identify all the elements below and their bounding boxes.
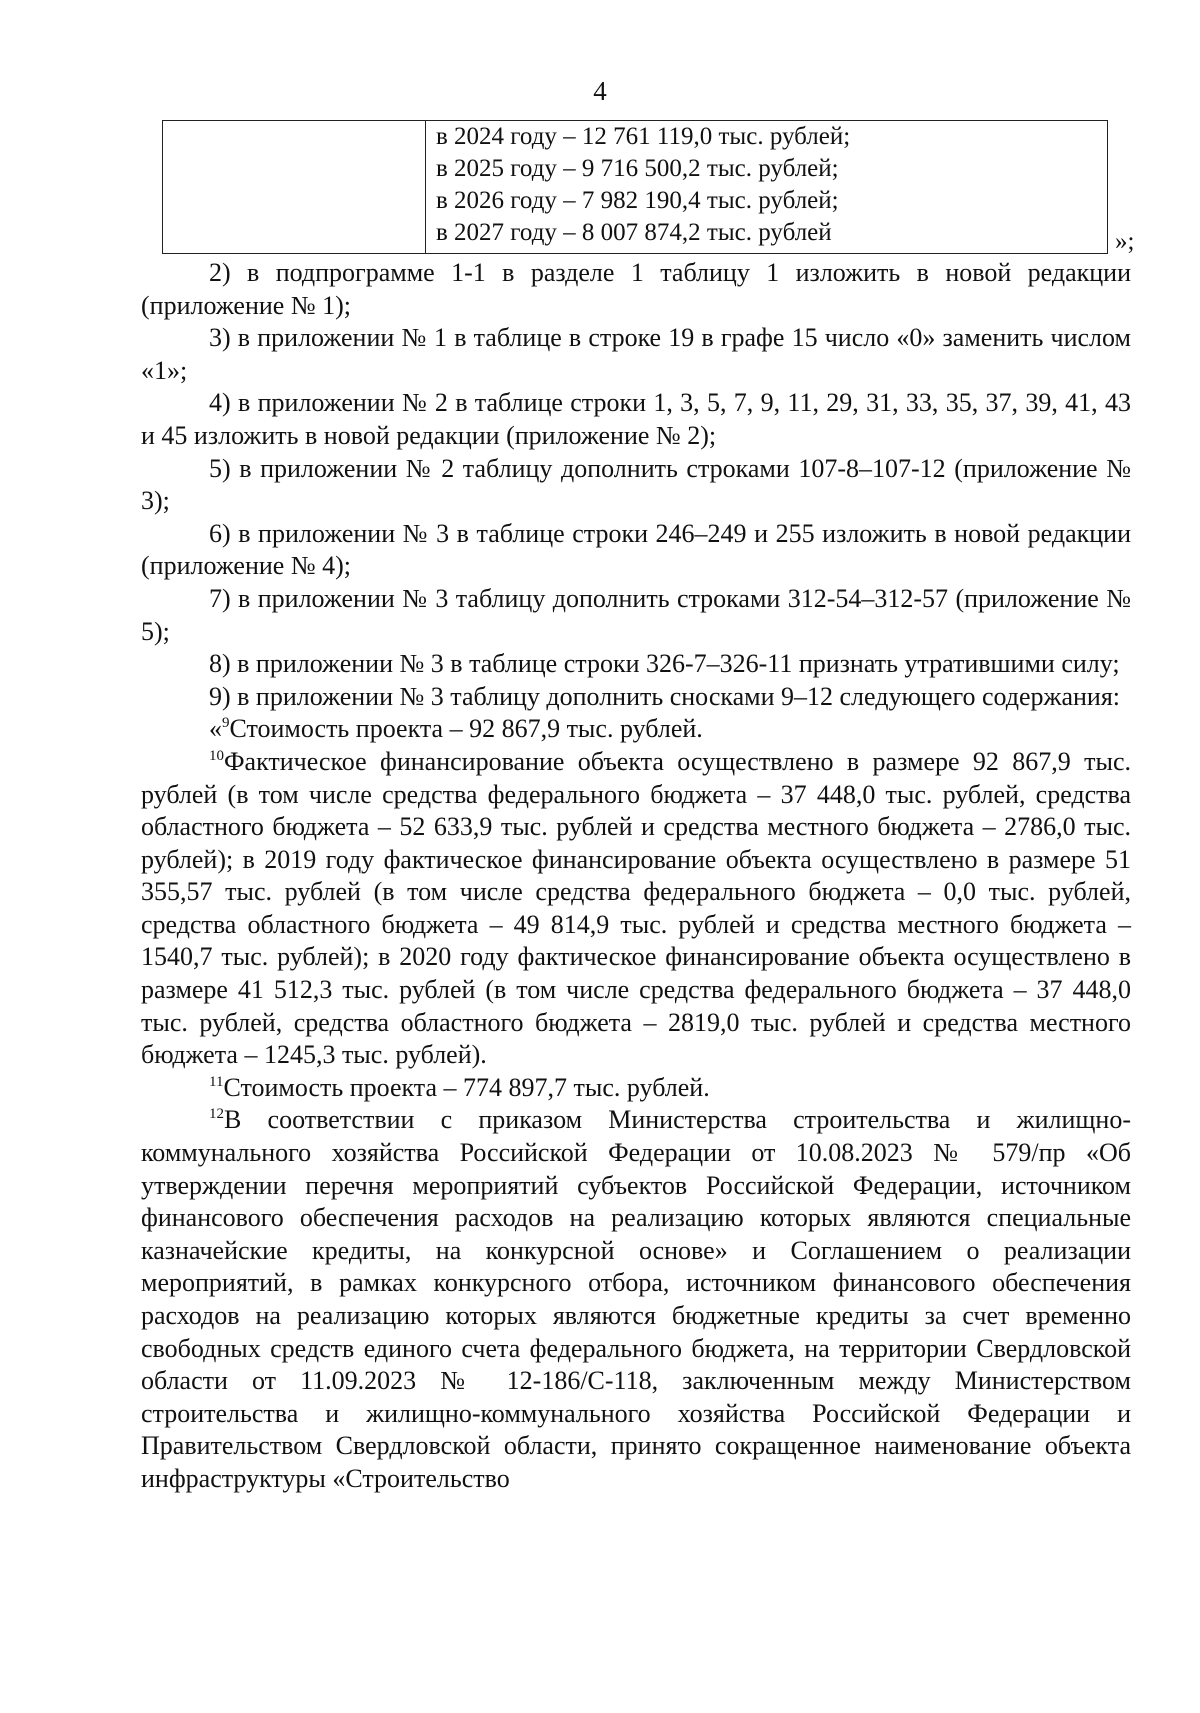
- page-number: 4: [593, 76, 607, 106]
- closing-quote-mark: »;: [1115, 228, 1135, 255]
- footnote-11: [141, 1072, 1131, 1105]
- footnote-10: [141, 746, 1131, 1072]
- footnote-9: [141, 713, 1131, 746]
- footnote-12-marker: 12: [209, 1106, 224, 1123]
- list-item-6: 6) в приложении № 3 в таблице строки 246–249 и 255 изложить в новой редакции (приложение № 4);: [141, 518, 1131, 581]
- footnote-9-marker: 9: [222, 715, 230, 732]
- list-item-8: 8) в приложении № 3 в таблице строки 326-7–326-11 признать утратившими силу;: [209, 649, 1120, 679]
- list-item-7: 7) в приложении № 3 таблицу дополнить строками 312-54–312-57 (приложение № 5);: [141, 583, 1131, 646]
- footnote-12: [141, 1104, 1131, 1495]
- funding-line-2027: в 2027 году – 8 007 874,2 тыс. рублей: [436, 219, 832, 246]
- list-item-9: 9) в приложении № 3 таблицу дополнить сносками 9–12 следующего содержания:: [209, 681, 1121, 711]
- funding-line-2026: в 2026 году – 7 982 190,4 тыс. рублей;: [436, 187, 839, 214]
- footnote-12-text: В соответствии с приказом Министерства строительства и жилищно-коммунального хозяйства Российской Федерации от 10.08.2023 № 579/пр «Об утверждении перечня мероприятий субъектов Российской Федерации, источником финансового обеспечения расходов на реализацию которых являются специальные казначейские кредиты, на конкурсной основе» и Соглашением о реализации мероприятий, в рамках конкурсного отбора, источником финансового обеспечения расходов на реализацию которых являются бюджетные кредиты за счет временно свободных средств единого счета федерального бюджета, на территории Свердловской области от 11.09.2023 № 12-186/С-118, заключенным между Министерством строительства и жилищно-коммунального хозяйства Российской Федерации и Правительством Свердловской области, принято сокращенное наименование объекта инфраструктуры «Строительство: [141, 1105, 1131, 1493]
- table-funding-cell: [426, 121, 1108, 254]
- footnote-9-open-quote: «: [209, 714, 222, 744]
- list-item-5: 5) в приложении № 2 таблицу дополнить строками 107-8–107-12 (приложение № 3);: [141, 453, 1131, 516]
- list-item-4: 4) в приложении № 2 в таблице строки 1, 3, 5, 7, 9, 11, 29, 31, 33, 35, 37, 39, 41, 43 и 45 изложить в новой редакции (приложение № 2);: [141, 388, 1131, 450]
- funding-line-2025: в 2025 году – 9 716 500,2 тыс. рублей;: [436, 155, 839, 182]
- list-item-3: 3) в приложении № 1 в таблице в строке 19 в графе 15 число «0» заменить числом «1»;: [141, 323, 1131, 385]
- document-body: [141, 257, 1131, 1496]
- table-empty-cell: [163, 121, 426, 254]
- footnote-9-text: Стоимость проекта – 92 867,9 тыс. рублей.: [229, 714, 703, 744]
- footnote-10-marker: 10: [209, 747, 224, 764]
- list-item-2: 2) в подпрограмме 1-1 в разделе 1 таблицу 1 изложить в новой редакции (приложение № 1);: [141, 258, 1131, 320]
- budget-table: [162, 120, 1108, 254]
- footnote-10-text: Фактическое финансирование объекта осуществлено в размере 92 867,9 тыс. рублей (в том числе средства федерального бюджета – 37 448,0 тыс. рублей, средства областного бюджета – 52 633,9 тыс. рублей и средства местного бюджета – 2786,0 тыс. рублей); в 2019 году фактическое финансирование объекта осуществлено в размере 51 355,57 тыс. рублей (в том числе средства федерального бюджета – 0,0 тыс. рублей, средства областного бюджета – 49 814,9 тыс. рублей и средства местного бюджета – 1540,7 тыс. рублей); в 2020 году фактическое финансирование объекта осуществлено в размере 41 512,3 тыс. рублей (в том числе средства федерального бюджета – 37 448,0 тыс. рублей, средства областного бюджета – 2819,0 тыс. рублей и средства местного бюджета – 1245,3 тыс. рублей).: [141, 746, 1131, 1070]
- footnote-11-marker: 11: [209, 1073, 224, 1090]
- funding-line-2024: в 2024 году – 12 761 119,0 тыс. рублей;: [436, 123, 851, 150]
- footnote-11-text: Стоимость проекта – 774 897,7 тыс. рублей.: [223, 1072, 710, 1102]
